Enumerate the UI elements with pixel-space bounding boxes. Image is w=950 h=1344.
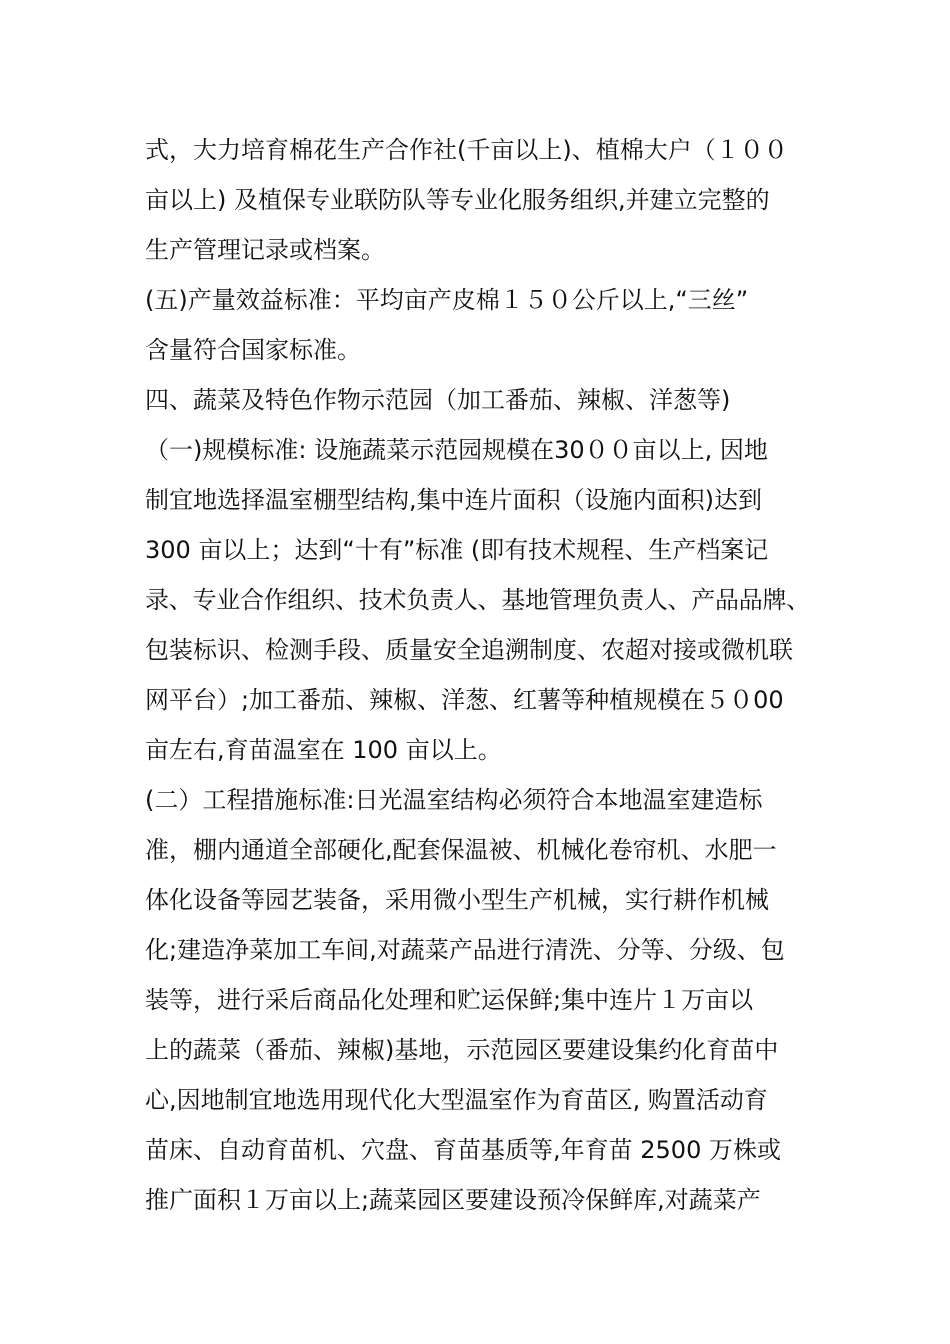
text-line: 苗床、自动育苗机、穴盘、育苗基质等,年育苗 2500 万株或 — [145, 1136, 781, 1164]
text-line: 含量符合国家标准。 — [145, 336, 361, 364]
text-line: (二）工程措施标准:日光温室结构必须符合本地温室建造标 — [145, 786, 763, 814]
text-line: 上的蔬菜（番茄、辣椒)基地，示范园区要建设集约化育苗中 — [145, 1036, 779, 1064]
text-line: 准，棚内通道全部硬化,配套保温被、机械化卷帘机、水肥一 — [145, 836, 777, 864]
text-line: (五)产量效益标准：平均亩产皮棉１５０公斤以上,“三丝” — [145, 286, 749, 314]
text-line: 网平台）;加工番茄、辣椒、洋葱、红薯等种植规模在５０00 — [145, 686, 784, 714]
text-line: 心,因地制宜地选用现代化大型温室作为育苗区, 购置活动育 — [145, 1086, 768, 1114]
text-line: 体化设备等园艺装备，采用微小型生产机械，实行耕作机械 — [145, 886, 769, 914]
text-line: 300 亩以上；达到“十有”标准 (即有技术规程、生产档案记 — [145, 536, 769, 564]
text-line: 化;建造净菜加工车间,对蔬菜产品进行清洗、分等、分级、包 — [145, 936, 785, 964]
text-line: 录、专业合作组织、技术负责人、基地管理负责人、产品品牌、 — [145, 586, 810, 614]
text-line: 式，大力培育棉花生产合作社(千亩以上)、植棉大户（１００ — [145, 136, 788, 164]
section-heading: 四、蔬菜及特色作物示范园（加工番茄、辣椒、洋葱等) — [145, 386, 731, 414]
text-line: 包装标识、检测手段、质量安全追溯制度、农超对接或微机联 — [145, 636, 793, 664]
text-line: 推广面积１万亩以上;蔬菜园区要建设预冷保鲜库,对蔬菜产 — [145, 1186, 761, 1214]
text-line: 装等，进行采后商品化处理和贮运保鲜;集中连片１万亩以 — [145, 986, 754, 1014]
text-line: 亩左右,育苗温室在 100 亩以上。 — [145, 736, 502, 764]
text-line: （一)规模标准: 设施蔬菜示范园规模在30００亩以上, 因地 — [145, 436, 768, 464]
text-line: 生产管理记录或档案。 — [145, 236, 385, 264]
text-line: 制宜地选择温室棚型结构,集中连片面积（设施内面积)达到 — [145, 486, 762, 514]
text-line: 亩以上) 及植保专业联防队等专业化服务组织,并建立完整的 — [145, 186, 770, 214]
